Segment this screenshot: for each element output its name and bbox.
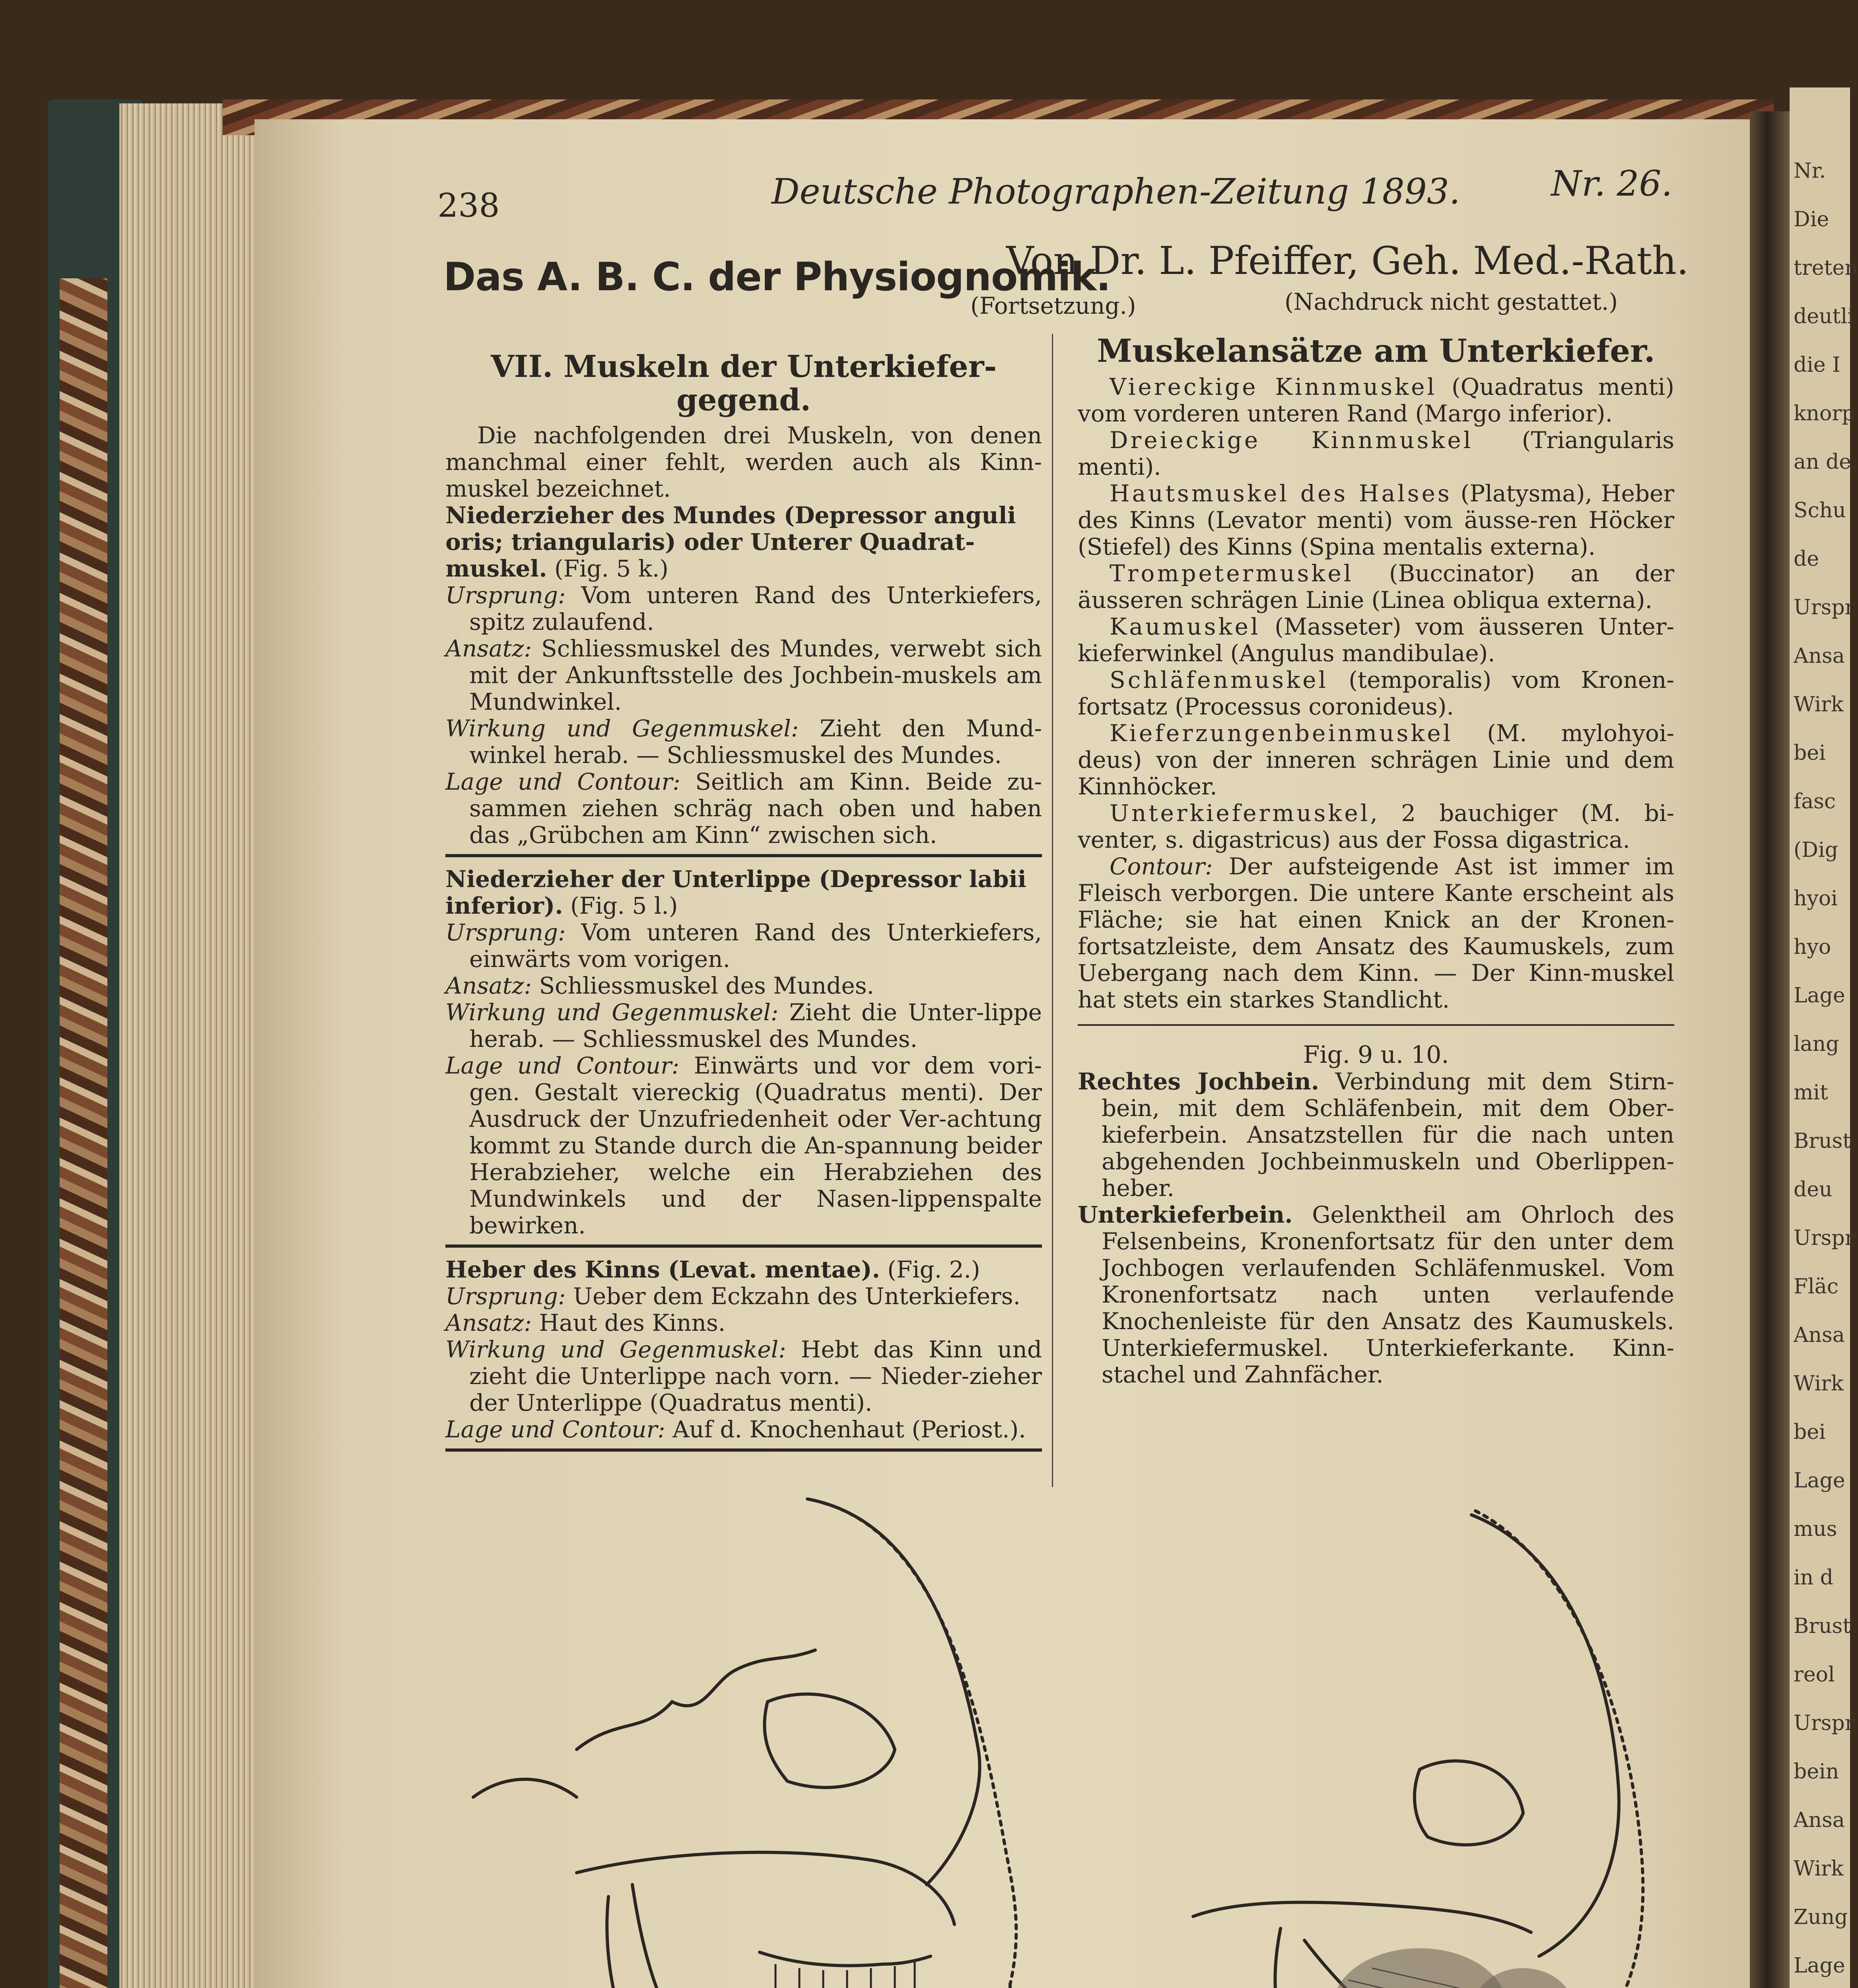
marbled-edge xyxy=(60,278,107,1988)
next-page-fragment-text: mit xyxy=(1794,1081,1828,1105)
muscle-fig-ref: (Fig. 5 k.) xyxy=(554,555,669,582)
muscle-entry xyxy=(445,582,1042,635)
section-rule xyxy=(445,1448,1042,1452)
entry-text: Schliessmuskel des Mundes, verwebt sich mit der Ankunftsstelle des Jochbein-muskels am Mundwinkel. xyxy=(469,635,1042,715)
entry-label: Wirkung und Gegenmuskel: xyxy=(445,999,779,1026)
entry-label: Ursprung: xyxy=(445,582,566,609)
entry-text: Einwärts und vor dem vori-gen. Gestalt viereckig (Quadratus menti). Der Ausdruck der Unzufriedenheit oder Ver-achtung kommt zu Stande durch die An-spannung beider Herabzieher, welche ein Herabziehen des Mundwinkels und der Nasen-lippenspalte bewirken. xyxy=(469,1052,1042,1239)
page-edges xyxy=(119,103,255,1988)
entry-label: Ursprung: xyxy=(445,1283,566,1310)
muscle-heading xyxy=(445,1256,1042,1283)
insertion-text: , 2 bauchiger (M. bi-venter, s. digastricus) aus der Fossa digastrica. xyxy=(1078,800,1674,853)
muscle-list xyxy=(445,502,1042,1452)
right-section-title: Muskelansätze am Unterkiefer. xyxy=(1097,332,1655,369)
entry-text: Haut des Kinns. xyxy=(539,1309,726,1336)
next-page-fragment-text: Ansa xyxy=(1794,1323,1845,1347)
next-page-fragment-text: Lage xyxy=(1794,1954,1845,1978)
entry-label: Ursprung: xyxy=(445,919,566,946)
insertion-paragraph xyxy=(1078,800,1674,853)
cranium-dotted xyxy=(1475,1511,1643,1988)
next-page-fragment-text: knorp xyxy=(1794,402,1855,425)
muscle-name: Heber des Kinns (Levat. mentae). xyxy=(445,1256,880,1283)
zygomatic-arch xyxy=(473,1779,577,1797)
insertion-lead: Hautsmuskel des Halses xyxy=(1110,480,1452,507)
next-page-fragment-text: hyoi xyxy=(1794,887,1838,911)
next-page-fragment xyxy=(1790,87,1858,1988)
bone-paragraph xyxy=(1078,1202,1674,1388)
next-page-fragment-text: bein xyxy=(1794,1760,1839,1784)
entry-text: Zieht den Mund-winkel herab. — Schliessmuskel des Mundes. xyxy=(469,715,1042,769)
entry-label: Wirkung und Gegenmuskel: xyxy=(445,1336,786,1363)
muscle-fig-ref: (Fig. 5 l.) xyxy=(570,892,678,919)
next-page-fragment-text: die I xyxy=(1794,353,1841,377)
next-page-fragment-text: Urspr xyxy=(1794,1711,1855,1735)
contour-body: Der aufsteigende Ast ist immer im Fleisch verborgen. Die untere Kante erscheint als Fläche; sie hat einen Knick an der Kronen-fortsatzleiste, dem Ansatz des Kaumuskels, zum Uebergang nach dem Kinn. — Der Kinn-muskel hat stets ein starkes Standlicht. xyxy=(1078,853,1674,1013)
next-page-fragment-text: Fläc xyxy=(1794,1275,1839,1299)
fig-reference: Fig. 9 u. 10. xyxy=(1303,1041,1449,1069)
muscle-name: Niederzieher der Unterlippe (Depressor labii inferior). xyxy=(445,866,1026,919)
article-author: Von Dr. L. Pfeiffer, Geh. Med.-Rath. xyxy=(1006,239,1689,283)
entry-label: Lage und Contour: xyxy=(445,1416,665,1443)
next-page-fragment-text: Wirk xyxy=(1794,693,1844,716)
teeth-row xyxy=(760,1952,931,1966)
next-page-fragment-text: Ansa xyxy=(1794,1808,1845,1832)
next-page-fragment-text: treten xyxy=(1794,256,1858,280)
skull-broken-edge xyxy=(577,1650,815,1749)
entry-label: Lage und Contour: xyxy=(445,768,680,795)
muscle-entry xyxy=(445,919,1042,973)
next-page-fragment-text: an de xyxy=(1794,450,1852,474)
next-page-fragment-text: fasc xyxy=(1794,790,1836,813)
next-page-fragment-text: hyo xyxy=(1794,935,1831,959)
left-intro: Die nachfolgenden drei Muskeln, von denen manchmal einer fehlt, werden auch als Kinn-muskel bezeichnet. xyxy=(445,422,1042,502)
column-divider xyxy=(1052,334,1053,1487)
muscle-heading xyxy=(445,502,1042,582)
entry-label: Ansatz: xyxy=(445,635,532,662)
next-page-fragment-text: deu xyxy=(1794,1178,1833,1202)
entry-label: Ansatz: xyxy=(445,1309,532,1336)
insertion-lead: Viereckige Kinnmuskel xyxy=(1110,373,1437,400)
insertion-paragraph xyxy=(1078,374,1674,427)
page-number: 238 xyxy=(437,187,500,225)
next-page-fragment-text: (Dig xyxy=(1794,838,1838,862)
entry-label: Ansatz: xyxy=(445,972,532,999)
next-page-fragment-text: Lage xyxy=(1794,984,1845,1008)
next-page-fragment-text: Brust xyxy=(1794,1129,1851,1153)
mandible-ramus xyxy=(632,1885,783,1988)
insertion-paragraph xyxy=(1078,667,1674,720)
insertion-lead: Schläfenmuskel xyxy=(1110,666,1328,693)
next-page-fragment-text: Wirk xyxy=(1794,1372,1844,1396)
entry-text: Schliessmuskel des Mundes. xyxy=(539,972,874,999)
insertion-text: (Masseter) vom äusseren Unter-kieferwinkel (Angulus mandibulae). xyxy=(1078,613,1674,667)
entry-text: Vom unteren Rand des Unterkiefers, einwärts vom vorigen. xyxy=(469,919,1042,973)
section-rule xyxy=(445,1244,1042,1248)
insertion-text: (M. mylohyoi-deus) von der inneren schrägen Linie und dem Kinnhöcker. xyxy=(1078,720,1674,800)
skull-face-dotted xyxy=(823,1503,1016,1984)
insertion-text: (Platysma), Heber des Kinns (Levator menti) vom äusse-ren Höcker (Stiefel) des Kinns (Spina mentalis externa). xyxy=(1078,480,1674,560)
insertion-paragraph xyxy=(1078,613,1674,667)
next-page-fragment-text: reol xyxy=(1794,1663,1835,1687)
orbit xyxy=(764,1694,895,1788)
zygomatic xyxy=(1193,1902,1531,1932)
bone-name: Rechtes Jochbein. xyxy=(1078,1068,1319,1095)
muscle-block xyxy=(445,502,1042,857)
bone-text: Verbindung mit dem Stirn-bein, mit dem Schläfenbein, mit dem Ober-kieferbein. Ansatzstellen für die nach unten abgehenden Jochbeinmuskeln und Oberlippen-heber. xyxy=(1102,1068,1674,1202)
insertion-paragraph xyxy=(1078,720,1674,800)
reprint-note: (Nachdruck nicht gestattet.) xyxy=(1285,288,1618,315)
muscle-entry xyxy=(445,1310,1042,1336)
skull-figure-10 xyxy=(1133,1511,1770,1988)
insertion-lead: Kaumuskel xyxy=(1110,613,1261,640)
next-page-fragment-text: deutli xyxy=(1794,305,1854,328)
muscle-entry xyxy=(445,973,1042,999)
muscle-entry xyxy=(445,715,1042,769)
skull-cranium-outline xyxy=(807,1499,980,1885)
skull-figure-9 xyxy=(457,1495,1094,1988)
muscle-fig-ref: (Fig. 2.) xyxy=(887,1256,980,1283)
next-page-fragment-text: Nr. xyxy=(1794,159,1826,183)
entry-text: Ueber dem Eckzahn des Unterkiefers. xyxy=(573,1283,1020,1310)
insertion-paragraph xyxy=(1078,480,1674,560)
cranium-outline xyxy=(1471,1515,1619,1956)
insertion-text: (Quadratus menti) vom vorderen unteren Rand (Margo inferior). xyxy=(1078,373,1674,427)
next-page-fragment-text: in d xyxy=(1794,1566,1833,1590)
entry-text: Zieht die Unter-lippe herab. — Schliessmuskel des Mundes. xyxy=(469,999,1042,1052)
muscle-name: Niederzieher des Mundes (Depressor anguli oris; triangularis) oder Unterer Quadrat-muskel. xyxy=(445,502,1016,582)
insertion-lead: Trompetermuskel xyxy=(1110,560,1354,587)
contour-label: Contour: xyxy=(1110,853,1213,880)
continuation-note: (Fortsetzung.) xyxy=(970,292,1136,319)
muscle-entry xyxy=(445,769,1042,848)
chin-dotted xyxy=(775,1984,1010,1988)
insertion-paragraph xyxy=(1078,560,1674,613)
next-page-fragment-text: Lage xyxy=(1794,1469,1845,1493)
entry-text: Seitlich am Kinn. Beide zu-sammen ziehen schräg nach oben und haben das „Grübchen am Kinn“ zwischen sich. xyxy=(469,768,1042,848)
muscle-entry xyxy=(445,1052,1042,1239)
muscle-heading xyxy=(445,866,1042,919)
section-rule xyxy=(445,854,1042,857)
insertion-text: (Triangularis menti). xyxy=(1078,427,1674,480)
next-page-fragment-text: lang xyxy=(1794,1032,1839,1056)
entry-label: Wirkung und Gegenmuskel: xyxy=(445,715,799,742)
insertion-list xyxy=(1078,374,1674,853)
bone-paragraph xyxy=(1078,1068,1674,1202)
next-page-fragment-text: de xyxy=(1794,547,1819,571)
bone-text: Gelenktheil am Ohrloch des Felsenbeins, Kronenfortsatz für den unter dem Jochbogen verlaufenden Schläfenmuskel. Vom Kronenfortsatz nach unten verlaufende Knochenleiste für den Ansatz des Kaumuskels. Unterkiefermuskel. Unterkieferkante. Kinn-stachel und Zahnfächer. xyxy=(1102,1201,1674,1388)
next-page-fragment-text: bei xyxy=(1794,741,1826,765)
next-page-fragment-text: Brust xyxy=(1794,1614,1851,1638)
next-page-fragment-text: bei xyxy=(1794,1420,1826,1444)
muscle-entry xyxy=(445,1283,1042,1310)
entry-text: Hebt das Kinn und zieht die Unterlippe nach vorn. — Nieder-zieher der Unterlippe (Quadratus menti). xyxy=(469,1336,1042,1416)
insertion-paragraph xyxy=(1078,427,1674,480)
left-section-title: VII. Muskeln der Unterkiefer- gegend. xyxy=(490,349,997,417)
muscle-block xyxy=(445,866,1042,1248)
next-page-fragment-text: Urspr xyxy=(1794,1226,1855,1250)
muscle-entry xyxy=(445,999,1042,1052)
next-page-fragment-text: Ansa xyxy=(1794,644,1845,668)
article-title: Das A. B. C. der Physiognomik. xyxy=(443,254,1111,300)
insertion-text: (temporalis) vom Kronen-fortsatz (Processus coronideus). xyxy=(1078,666,1674,720)
muscle-entry xyxy=(445,1336,1042,1416)
muscle-entry xyxy=(445,635,1042,715)
right-rule xyxy=(1078,1024,1674,1026)
right-column xyxy=(1078,334,1674,1388)
entry-text: Auf d. Knochenhaut (Periost.). xyxy=(672,1416,1026,1443)
insertion-text: (Buccinator) an der äusseren schrägen Linie (Linea obliqua externa). xyxy=(1078,560,1674,613)
insertion-lead: Unterkiefermuskel xyxy=(1110,800,1370,827)
issue-number: Nr. 26. xyxy=(1551,163,1673,204)
insertion-lead: Kieferzungenbeinmuskel xyxy=(1110,720,1453,747)
bone-list xyxy=(1078,1068,1674,1388)
insertion-lead: Dreieckige Kinnmuskel xyxy=(1110,427,1473,454)
next-page-fragment-text: Zung xyxy=(1794,1905,1848,1929)
bone-name: Unterkieferbein. xyxy=(1078,1201,1293,1228)
next-page-fragment-text: mus xyxy=(1794,1517,1837,1541)
muscle-block xyxy=(445,1256,1042,1452)
next-page-fragment-text: Urspr xyxy=(1794,596,1855,619)
muscle-entry xyxy=(445,1416,1042,1443)
next-page-fragment-text: Die xyxy=(1794,208,1829,231)
left-column xyxy=(445,350,1042,1460)
next-page-fragment-text: Schu xyxy=(1794,499,1846,522)
journal-title: Deutsche Photographen-Zeitung 1893. xyxy=(772,171,1460,212)
entry-label: Lage und Contour: xyxy=(445,1052,680,1079)
orbit xyxy=(1415,1761,1523,1845)
contour-text xyxy=(1078,853,1674,1013)
entry-text: Vom unteren Rand des Unterkiefers, spitz zulaufend. xyxy=(469,582,1042,635)
next-page-fragment-text: Wirk xyxy=(1794,1857,1844,1881)
